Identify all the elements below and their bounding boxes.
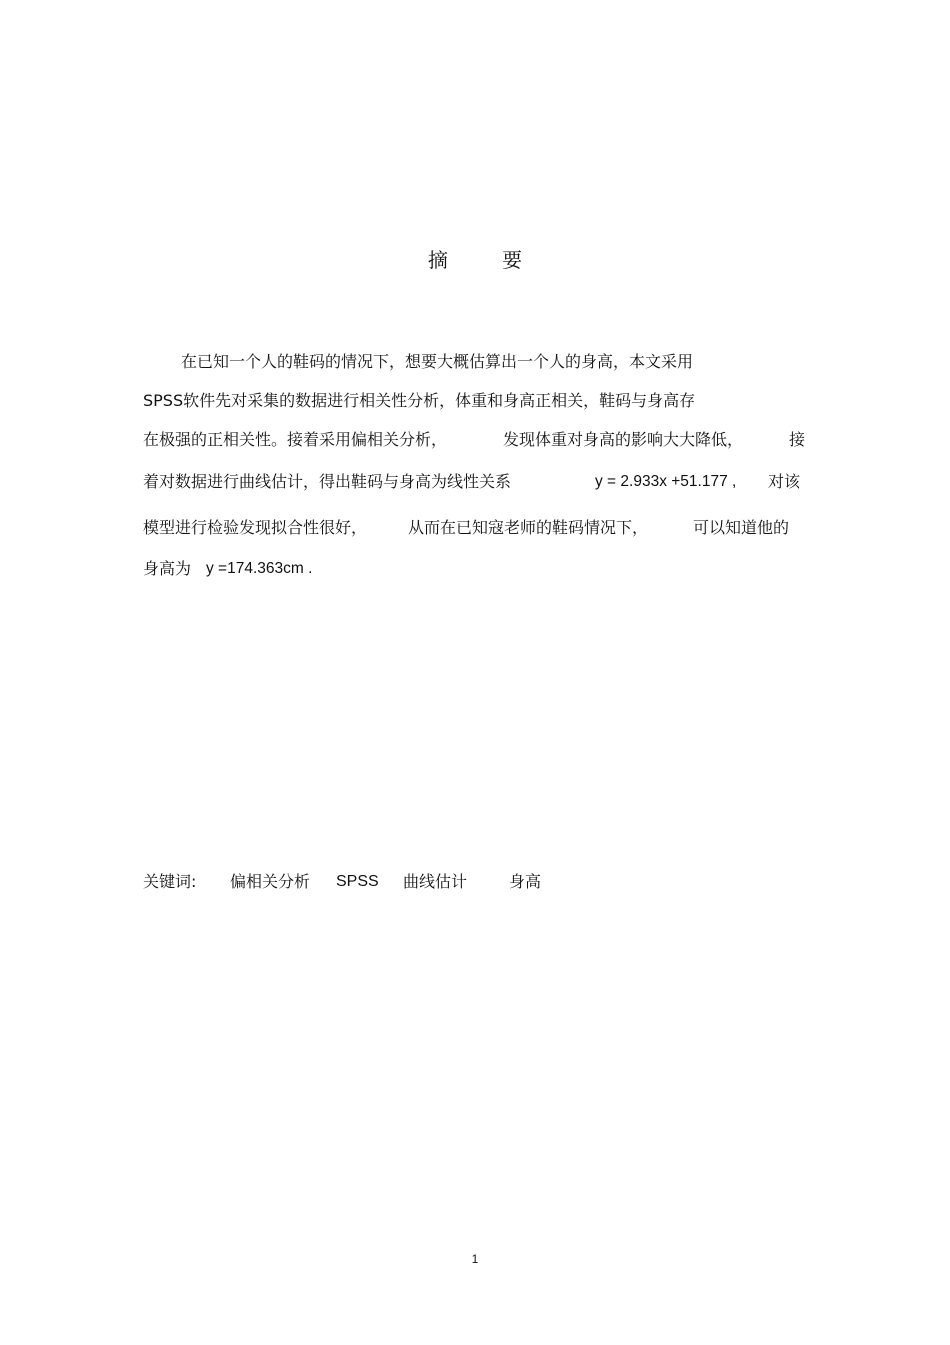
height-result-formula: y =174.363cm . (206, 560, 313, 577)
linear-model-formula: y = 2.933x +51.177 , (595, 473, 737, 490)
abstract-line-4-part-a: 着对数据进行曲线估计，得出鞋码与身高为线性关系 (143, 472, 512, 491)
abstract-line-5-part-c: 可以知道他的 (693, 518, 790, 537)
keywords-label: 关键词: (143, 872, 197, 891)
abstract-line-1: 在已知一个人的鞋码的情况下，想要大概估算出一个人的身高，本文采用 (181, 352, 694, 371)
abstract-line-5-part-a: 模型进行检验发现拟合性很好， (143, 518, 368, 537)
abstract-line-2: SPSS软件先对采集的数据进行相关性分析，体重和身高正相关，鞋码与身高存 (143, 391, 696, 410)
abstract-line-4-part-c: 对该 (768, 472, 801, 491)
keyword-item: 身高 (509, 872, 542, 891)
abstract-title: 摘 要 (427, 248, 547, 272)
abstract-line-3-part-c: 接 (789, 430, 806, 449)
abstract-line-3-part-a: 在极强的正相关性。接着采用偏相关分析， (143, 430, 448, 449)
abstract-line-6-part-a: 身高为 (143, 559, 192, 578)
keyword-item: SPSS (336, 873, 379, 890)
keyword-item: 曲线估计 (403, 872, 468, 891)
abstract-line-5-part-b: 从而在已知寇老师的鞋码情况下， (408, 518, 649, 537)
abstract-line-3-part-b: 发现体重对身高的影响大大降低， (503, 430, 744, 449)
page-number: 1 (471, 1252, 479, 1266)
keyword-item: 偏相关分析 (230, 872, 311, 891)
